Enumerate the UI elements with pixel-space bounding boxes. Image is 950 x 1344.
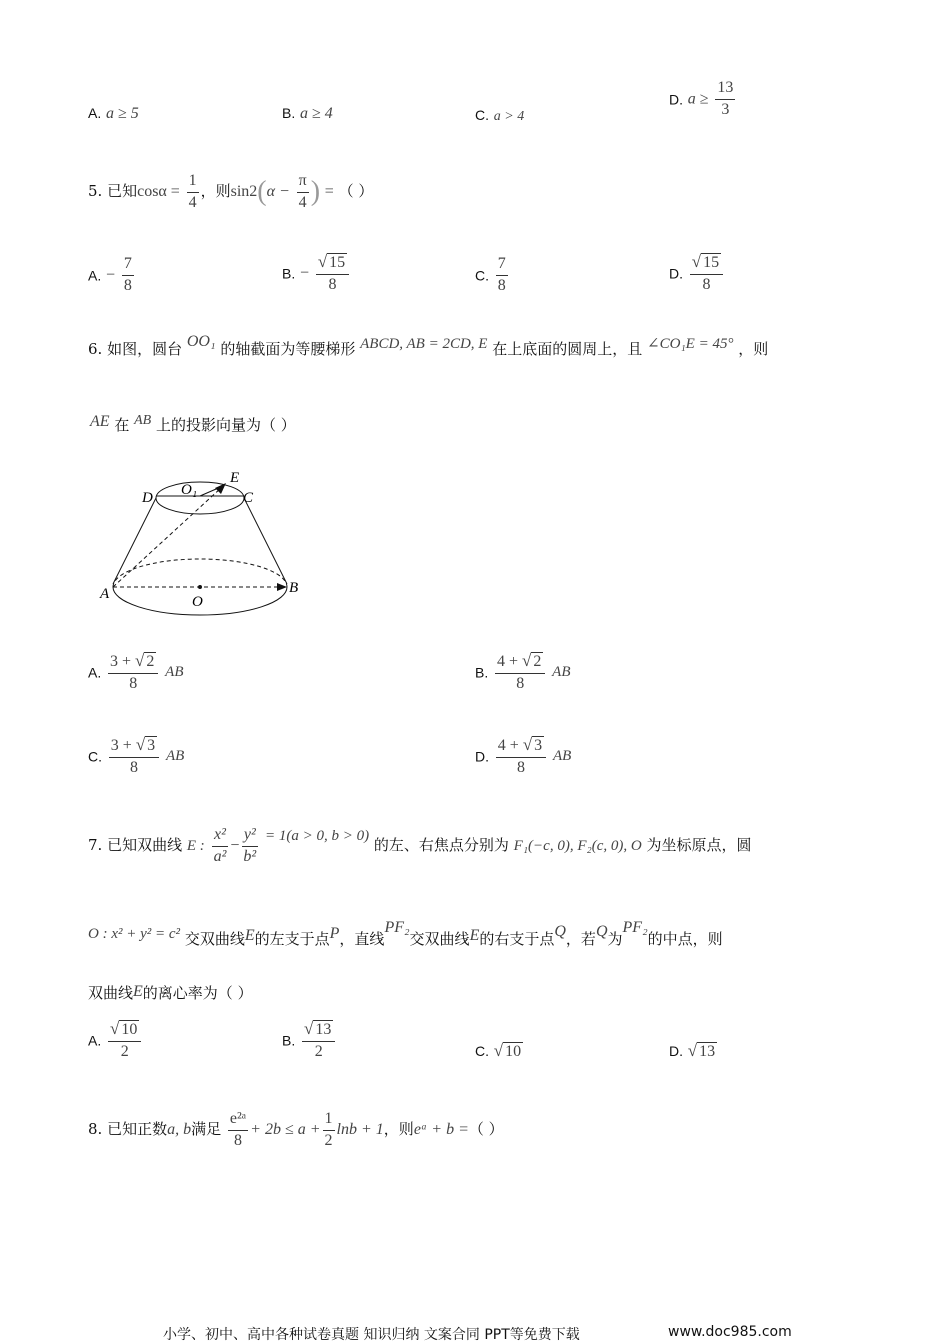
- label-o1: O₁: [181, 482, 198, 498]
- q6-stem-line2: AE 在 AB 上的投影向量为（ ）: [90, 413, 296, 434]
- label-d: D: [142, 490, 153, 506]
- q6-option-d: D. 4 + √ 3 8 AB: [475, 735, 572, 776]
- q6-option-a: A. 3 + √ 2 8 AB: [88, 651, 184, 692]
- footer-link[interactable]: www.doc985.com: [668, 1324, 792, 1340]
- q6-option-b: B. 4 + √ 2 8 AB: [475, 651, 571, 692]
- slant-left: [113, 498, 156, 584]
- q7-stem-line1: 7. 已知双曲线 E : $\frac{\text{x²}}{\text{a²}}$ − $\frac{\text{y²}}{\text{b²}}$ = 1(a > 0, b > 0) 的左、右焦点分别为 F₁(−c, 0), F₂(c, 0), O 为坐标原点，圆: [88, 825, 752, 865]
- q4-option-a: A. a ≥ 5: [88, 105, 139, 122]
- q4-option-d: D. a ≥ $\frac{13}{3}$: [669, 79, 734, 118]
- q4-b-math: a ≥ 4: [300, 105, 333, 122]
- q7-stem-line2: O : x² + y² = c² 交双曲线E的左支于点P，直线PF₂交双曲线E的右支于点Q，若Q为PF₂的中点，则: [88, 919, 723, 948]
- q5-option-c: C. $\frac{7}{8}$: [475, 255, 506, 294]
- q7-option-c: C. √ 10: [475, 1041, 522, 1060]
- q7-stem-line3: 双曲线E的离心率为（ ）: [88, 983, 253, 1002]
- q6-option-c: C. 3 + √ 3 8 AB: [88, 735, 185, 776]
- label-b: B: [289, 580, 299, 596]
- q8-stem: 8. 已知正数a, b满足 $\frac{\text{e²ᵃ}}{8}$ + 2b ≤ a + $\frac{1}{2}$ lnb + 1，则eᵃ + b =（ ）: [88, 1109, 504, 1149]
- q5-pi-fraction: $\frac{\pi}{4}$: [298, 171, 307, 211]
- vector-ae: [113, 488, 221, 587]
- label-c: C: [243, 490, 254, 506]
- q7-option-d: D. √ 13: [669, 1041, 716, 1060]
- q5-option-b: B. − √ 15 8: [282, 253, 351, 294]
- q7-option-a: A. √ 10 2: [88, 1020, 143, 1061]
- top-circle: [156, 482, 244, 514]
- q6-stem-line1: 6. 如图，圆台 OO₁ 的轴截面为等腰梯形 ABCD, AB = 2CD, E 在上底面的圆周上，且 ∠CO₁E = 45° ，则: [88, 333, 769, 358]
- label-a: A: [100, 586, 110, 602]
- q7-option-b: B. √ 13 2: [282, 1020, 337, 1061]
- label-e: E: [230, 470, 240, 486]
- footer-text: 小学、初中、高中各种试卷真题 知识归纳 文案合同 PPT等免费下载: [163, 1327, 580, 1343]
- q4-c-math: a > 4: [493, 109, 525, 124]
- slant-right: [244, 498, 287, 584]
- q5-cos-fraction: $\frac{1}{4}$: [188, 171, 197, 211]
- q4-a-math: a ≥ 5: [106, 105, 139, 122]
- center-o: [198, 585, 202, 589]
- q5-option-d: D. √ 15 8: [669, 253, 725, 294]
- q4-option-b: B. a ≥ 4: [282, 105, 333, 122]
- q4-d-fraction: $\frac{13}{3}$: [717, 79, 734, 118]
- q4-option-c: C. a > 4: [475, 107, 525, 124]
- frustum-figure: [95, 462, 315, 622]
- q5-option-a: A. − $\frac{7}{8}$: [88, 255, 132, 294]
- label-o: O: [192, 594, 203, 610]
- q5-stem: 5. 已知cosα = $\frac{1}{4}$ ，则sin2(α − $\frac{\pi}{4}$ ) = （ ）: [88, 171, 374, 211]
- arrow-b: [277, 583, 287, 591]
